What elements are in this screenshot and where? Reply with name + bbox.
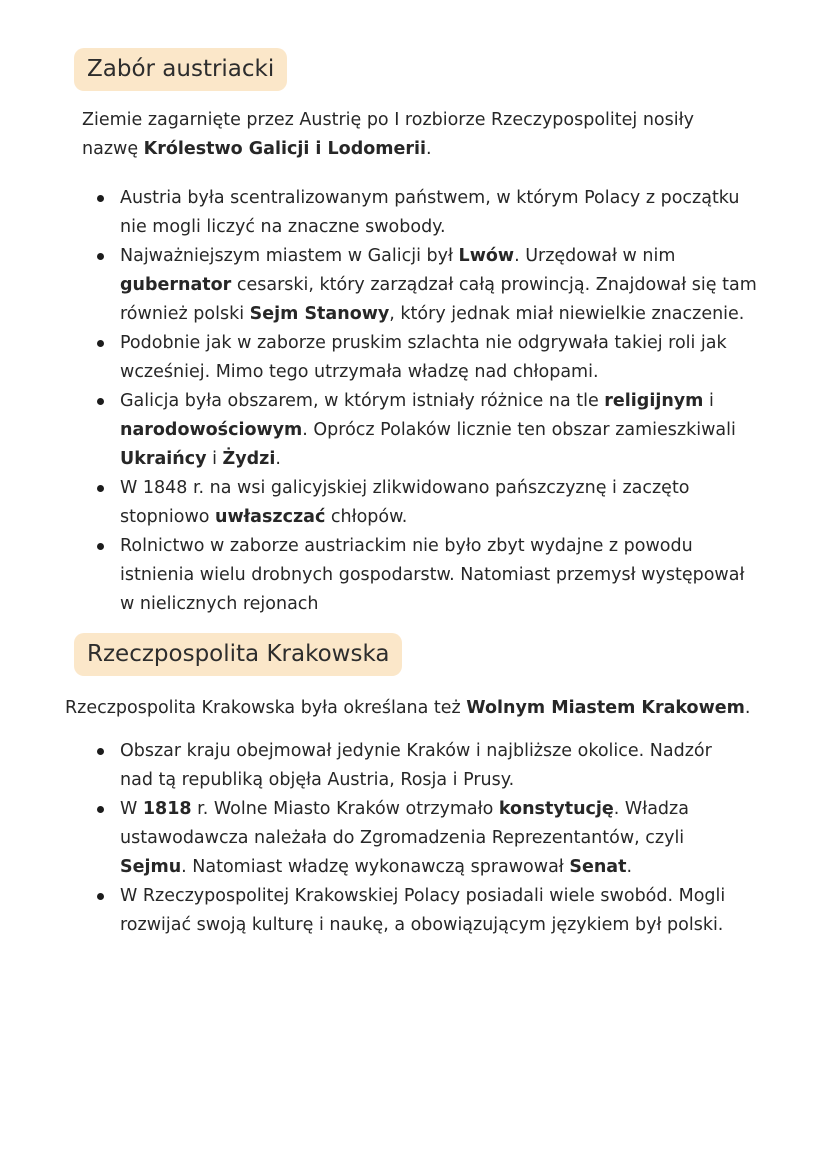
- bullet-item: [82, 387, 808, 474]
- text-run: i: [703, 391, 714, 411]
- bold-text-run: konstytucję: [498, 799, 614, 819]
- paragraph-line: [82, 135, 808, 164]
- bullet-line: [120, 532, 808, 561]
- bullet-line: [120, 329, 808, 358]
- text-run: , który jednak miał niewielkie znaczenie.: [389, 304, 745, 324]
- bullet-item: [82, 242, 808, 329]
- bullet-line: [120, 474, 808, 503]
- bullet-line: [120, 416, 808, 445]
- text-run: Galicja była obszarem, w którym istniały różnice na tle: [120, 391, 605, 411]
- section-heading: Zabór austriacki: [74, 48, 287, 91]
- bold-text-run: Lwów: [458, 246, 515, 266]
- bullet-line: [120, 445, 808, 474]
- bullet-line: [120, 242, 808, 271]
- text-run: Rzeczpospolita Krakowska była określana też: [65, 698, 467, 718]
- bold-text-run: Wolnym Miastem Krakowem: [466, 698, 745, 718]
- text-run: również polski: [120, 304, 250, 324]
- bullet-line: [120, 561, 808, 590]
- text-run: nazwę: [82, 139, 144, 159]
- bullet-line: [120, 387, 808, 416]
- bullet-line: [120, 766, 808, 795]
- text-run: Najważniejszym miastem w Galicji był: [120, 246, 459, 266]
- text-run: ustawodawcza należała do Zgromadzenia Reprezentantów, czyli: [120, 828, 685, 848]
- text-run: . Urzędował w nim: [514, 246, 676, 266]
- text-run: Ziemie zagarnięte przez Austrię po I rozbiorze Rzeczypospolitej nosiły: [82, 110, 694, 130]
- bullet-item: [82, 532, 808, 619]
- text-run: .: [275, 449, 281, 469]
- text-run: w nielicznych rejonach: [120, 594, 319, 614]
- bullet-line: [120, 590, 808, 619]
- text-run: .: [626, 857, 633, 877]
- text-run: . Władza: [613, 799, 689, 819]
- bullet-list: [82, 737, 808, 940]
- text-run: W: [120, 799, 143, 819]
- bullet-line: [120, 213, 808, 242]
- text-run: . Natomiast władzę wykonawczą sprawował: [181, 857, 570, 877]
- text-run: Rolnictwo w zaborze austriackim nie było zbyt wydajne z powodu: [120, 536, 693, 556]
- bullet-item: [82, 184, 808, 242]
- text-run: Austria była scentralizowanym państwem, w którym Polacy z początku: [120, 188, 740, 208]
- text-run: Obszar kraju obejmował jedynie Kraków i najbliższe okolice. Nadzór: [120, 741, 712, 761]
- text-run: rozwijać swoją kulturę i naukę, a obowiązującym językiem był polski.: [120, 915, 724, 935]
- bullet-line: [120, 271, 808, 300]
- text-run: Podobnie jak w zaborze pruskim szlachta nie odgrywała takiej roli jak: [120, 333, 727, 353]
- text-run: chłopów.: [325, 507, 408, 527]
- section-heading: Rzeczpospolita Krakowska: [74, 633, 402, 676]
- text-run: r. Wolne Miasto Kraków otrzymało: [191, 799, 499, 819]
- bullet-line: [120, 824, 808, 853]
- bullet-line: [120, 853, 808, 882]
- bold-text-run: 1818: [142, 799, 192, 819]
- bold-text-run: Senat: [569, 857, 627, 877]
- intro-paragraph: [82, 106, 808, 164]
- text-run: cesarski, który zarządzał całą prowincją. Znajdował się tam: [231, 275, 757, 295]
- bullet-list: [82, 184, 808, 619]
- section: [82, 48, 808, 619]
- bullet-line: [120, 300, 808, 329]
- text-run: stopniowo: [120, 507, 216, 527]
- bullet-item: [82, 882, 808, 940]
- paragraph-line: [65, 694, 808, 723]
- bullet-item: [82, 795, 808, 882]
- text-run: i: [206, 449, 223, 469]
- paragraph-line: [82, 106, 808, 135]
- bold-text-run: gubernator: [120, 275, 232, 295]
- text-run: .: [425, 139, 432, 159]
- bold-text-run: Żydzi: [222, 449, 276, 469]
- text-run: . Oprócz Polaków licznie ten obszar zamieszkiwali: [302, 420, 736, 440]
- bold-text-run: religijnym: [604, 391, 704, 411]
- bullet-item: [82, 474, 808, 532]
- bullet-line: [120, 911, 808, 940]
- intro-paragraph: [65, 694, 808, 723]
- text-run: nie mogli liczyć na znaczne swobody.: [120, 217, 446, 237]
- text-run: istnienia wielu drobnych gospodarstw. Natomiast przemysł występował: [120, 565, 745, 585]
- bullet-line: [120, 358, 808, 387]
- bullet-line: [120, 184, 808, 213]
- section: [65, 633, 808, 940]
- bullet-item: [82, 329, 808, 387]
- text-run: wcześniej. Mimo tego utrzymała władzę nad chłopami.: [120, 362, 599, 382]
- text-run: W 1848 r. na wsi galicyjskiej zlikwidowano pańszczyznę i zaczęto: [120, 478, 690, 498]
- bullet-line: [120, 737, 808, 766]
- bullet-item: [82, 737, 808, 795]
- bullet-line: [120, 795, 808, 824]
- bullet-line: [120, 503, 808, 532]
- text-run: nad tą republiką objęła Austria, Rosja i Prusy.: [120, 770, 515, 790]
- bold-text-run: Sejm Stanowy: [249, 304, 390, 324]
- text-run: .: [744, 698, 751, 718]
- text-run: W Rzeczypospolitej Krakowskiej Polacy posiadali wiele swobód. Mogli: [120, 886, 726, 906]
- bold-text-run: uwłaszczać: [215, 507, 326, 527]
- bullet-line: [120, 882, 808, 911]
- bold-text-run: Sejmu: [120, 857, 182, 877]
- bold-text-run: narodowościowym: [120, 420, 303, 440]
- bold-text-run: Królestwo Galicji i Lodomerii: [143, 139, 426, 159]
- bold-text-run: Ukraińcy: [120, 449, 207, 469]
